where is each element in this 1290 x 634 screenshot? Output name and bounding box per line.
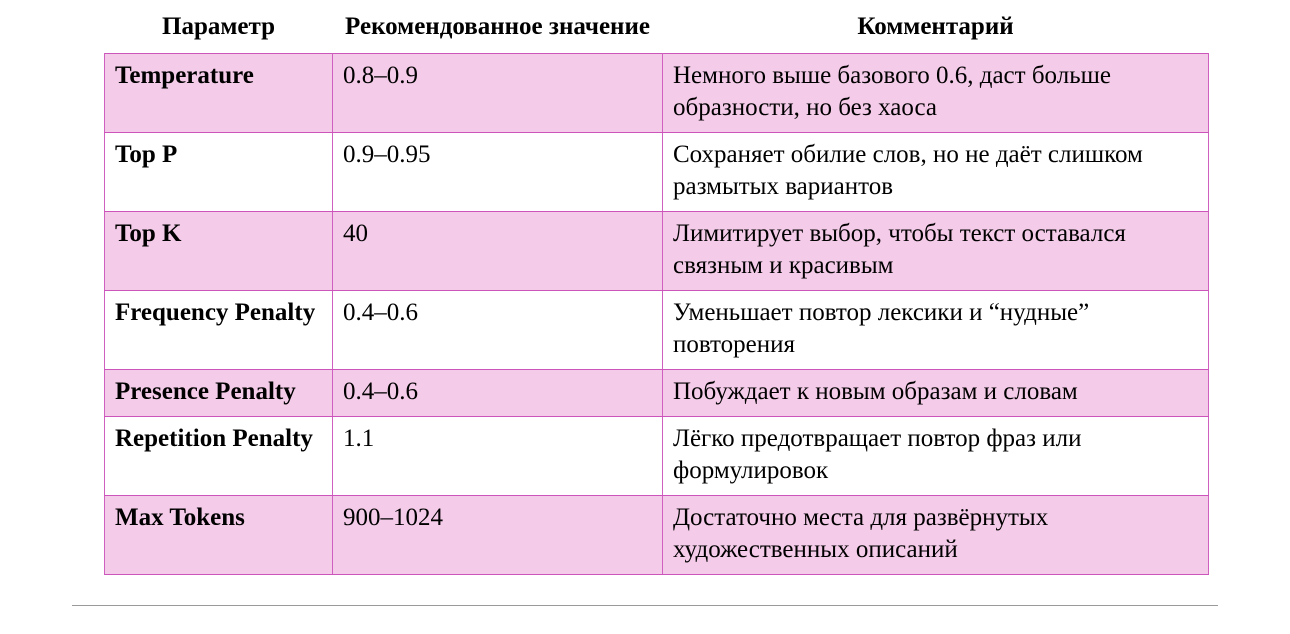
cell-value: 900–1024 xyxy=(333,495,663,574)
parameter-recommendations-table xyxy=(104,8,1209,575)
cell-value: 0.4–0.6 xyxy=(333,290,663,369)
table-row xyxy=(105,369,1209,416)
column-header-comment: Комментарий xyxy=(857,13,1014,40)
cell-comment: Уменьшает повтор лексики и “нудные” повторения xyxy=(663,290,1209,369)
cell-comment: Лёгко предотвращает повтор фраз или формулировок xyxy=(663,416,1209,495)
table-row xyxy=(105,211,1209,290)
cell-value: 0.4–0.6 xyxy=(333,369,663,416)
cell-value: 0.8–0.9 xyxy=(333,53,663,132)
horizontal-divider xyxy=(72,605,1218,606)
cell-parameter: Frequency Penalty xyxy=(105,290,333,369)
cell-parameter: Max Tokens xyxy=(105,495,333,574)
cell-comment: Лимитирует выбор, чтобы текст оставался связным и красивым xyxy=(663,211,1209,290)
table-row xyxy=(105,132,1209,211)
cell-value: 40 xyxy=(333,211,663,290)
table-row xyxy=(105,416,1209,495)
column-header-parameter: Параметр xyxy=(162,13,275,40)
cell-comment: Немного выше базового 0.6, даст больше образности, но без хаоса xyxy=(663,53,1209,132)
cell-parameter: Top P xyxy=(105,132,333,211)
cell-parameter: Temperature xyxy=(105,53,333,132)
table-row xyxy=(105,53,1209,132)
cell-comment: Побуждает к новым образам и словам xyxy=(663,369,1209,416)
cell-comment: Сохраняет обилие слов, но не даёт слишком размытых вариантов xyxy=(663,132,1209,211)
cell-comment: Достаточно места для развёрнутых художественных описаний xyxy=(663,495,1209,574)
column-header-recommended-value: Рекомендованное значение xyxy=(345,13,650,40)
table-header-row xyxy=(105,8,1209,53)
cell-parameter: Presence Penalty xyxy=(105,369,333,416)
cell-value: 0.9–0.95 xyxy=(333,132,663,211)
cell-parameter: Repetition Penalty xyxy=(105,416,333,495)
table-row xyxy=(105,495,1209,574)
table-row xyxy=(105,290,1209,369)
table-header xyxy=(105,8,1209,53)
cell-value: 1.1 xyxy=(333,416,663,495)
document-page xyxy=(0,8,1290,634)
cell-parameter: Top K xyxy=(105,211,333,290)
table-body xyxy=(105,53,1209,574)
